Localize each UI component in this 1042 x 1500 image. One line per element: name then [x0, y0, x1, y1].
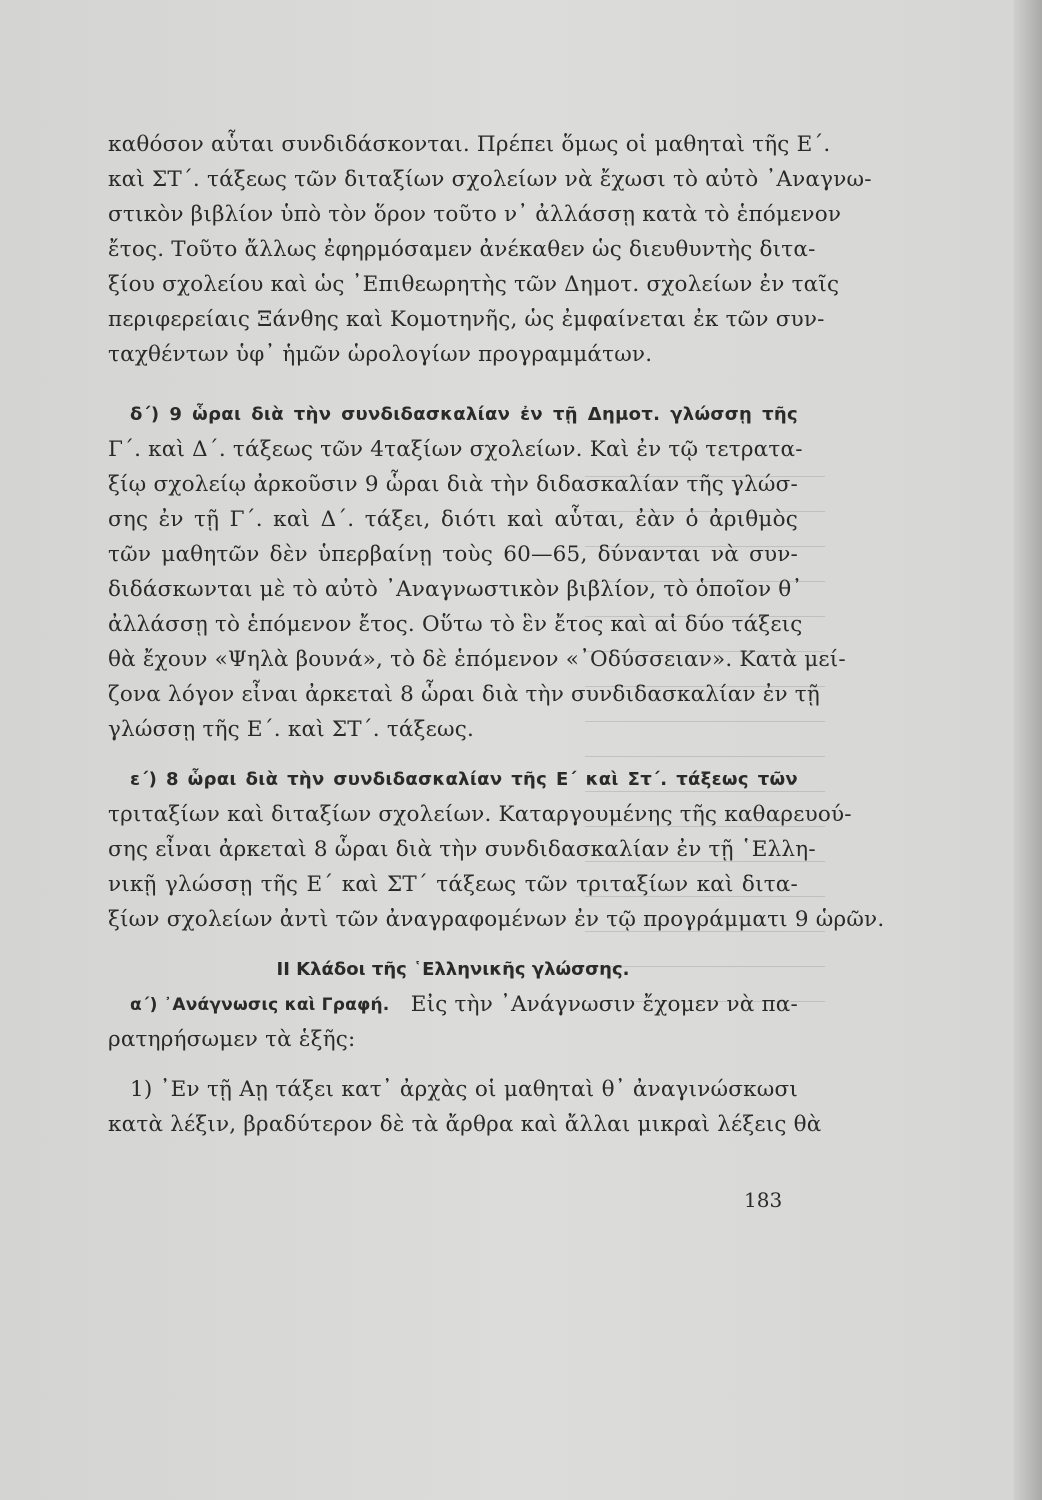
- text-line: στικὸν βιβλίον ὑπὸ τὸν ὅρον τοῦτο ν᾿ ἀλλάσσῃ κατὰ τὸ ἑπόμενον: [108, 202, 842, 227]
- text-line: κατὰ λέξιν, βραδύτερον δὲ τὰ ἄρθρα καὶ ἄλλαι μικραὶ λέξεις θὰ: [108, 1112, 822, 1137]
- text-line: ξίου σχολείου καὶ ὡς ᾿Επιθεωρητὴς τῶν Δημοτ. σχολείων ἐν ταῖς: [108, 272, 840, 297]
- text-line: σης εἶναι ἀρκεταὶ 8 ὧραι διὰ τὴν συνδιδασκαλίαν ἐν τῇ ῾Ελλη-: [108, 837, 816, 862]
- section-a-text: Εἰς τὴν ᾿Ανάγνωσιν ἔχομεν νὰ πα-: [410, 992, 798, 1017]
- text-line: γλώσσῃ τῆς Ε΄. καὶ ΣΤ΄. τάξεως.: [108, 717, 475, 742]
- section-heading: ΙΙ Κλάδοι τῆς ῾Ελληνικῆς γλώσσης.: [276, 959, 630, 980]
- text-line: καὶ ΣΤ΄. τάξεως τῶν διταξίων σχολείων νὰ ἔχωσι τὸ αὐτὸ ᾿Αναγνω-: [108, 167, 872, 192]
- book-spine-shadow: [1014, 0, 1042, 1500]
- text-line: ἔτος. Τοῦτο ἄλλως ἐφηρμόσαμεν ἀνέκαθεν ὡς διευθυντὴς διτα-: [108, 237, 816, 262]
- text-line: τῶν μαθητῶν δὲν ὑπερβαίνῃ τοὺς 60—65, δύνανται νὰ συν-: [108, 542, 798, 567]
- text-line: διδάσκωνται μὲ τὸ αὐτὸ ᾿Αναγνωστικὸν βιβλίον, τὸ ὁποῖον θ᾿: [108, 577, 803, 602]
- text-line: ρατηρήσωμεν τὰ ἑξῆς:: [108, 1027, 356, 1052]
- section-a-label: α΄) ᾿Ανάγνωσις καὶ Γραφή.: [130, 995, 390, 1015]
- text-line: θὰ ἔχουν «Ψηλὰ βουνά», τὸ δὲ ἑπόμενον «᾿Οδύσσειαν». Κατὰ μεί-: [108, 647, 846, 672]
- section-e-heading: ε΄) 8 ὧραι διὰ τὴν συνδιδασκαλίαν τῆς Ε΄ καὶ Στ΄. τάξεως τῶν: [130, 769, 798, 790]
- text-line: περιφερείαις Ξάνθης καὶ Κομοτηνῆς, ὡς ἐμφαίνεται ἐκ τῶν συν-: [108, 307, 825, 332]
- text-line: ταχθέντων ὑφ᾿ ἡμῶν ὡρολογίων προγραμμάτων.: [108, 342, 653, 367]
- section-d-heading: δ΄) 9 ὧραι διὰ τὴν συνδιδασκαλίαν ἐν τῇ Δημοτ. γλώσσῃ τῆς: [130, 404, 798, 425]
- text-line: ξίῳ σχολείῳ ἀρκοῦσιν 9 ὧραι διὰ τὴν διδασκαλίαν τῆς γλώσ-: [108, 472, 798, 497]
- section-d-line: Γ΄. καὶ Δ΄. τάξεως τῶν 4ταξίων σχολείων. Καὶ ἐν τῷ τετρατα-: [108, 437, 803, 462]
- section-a-first-line: [130, 990, 798, 1020]
- page-number: 183: [744, 1188, 783, 1212]
- text-line: καθόσον αὗται συνδιδάσκονται. Πρέπει ὅμως οἱ μαθηταὶ τῆς Ε΄.: [108, 132, 831, 157]
- text-line: ζονα λόγον εἶναι ἀρκεταὶ 8 ὧραι διὰ τὴν συνδιδασκαλίαν ἐν τῇ: [108, 682, 820, 707]
- text-line: 1) ᾿Εν τῇ Αῃ τάξει κατ᾿ ἀρχὰς οἱ μαθηταὶ θ᾿ ἀναγινώσκωσι: [130, 1077, 798, 1102]
- text-line: νικῇ γλώσσῃ τῆς Ε΄ καὶ ΣΤ΄ τάξεως τῶν τριταξίων καὶ διτα-: [108, 872, 798, 897]
- text-line: σης ἐν τῇ Γ΄. καὶ Δ΄. τάξει, διότι καὶ αὗται, ἐὰν ὁ ἀριθμὸς: [108, 507, 798, 532]
- text-line: ξίων σχολείων ἀντὶ τῶν ἀναγραφομένων ἐν τῷ προγράμματι 9 ὡρῶν.: [108, 907, 885, 932]
- section-e-line: τριταξίων καὶ διταξίων σχολείων. Καταργουμένης τῆς καθαρευού-: [108, 802, 852, 827]
- text-line: ἀλλάσσῃ τὸ ἑπόμενον ἔτος. Οὕτω τὸ ἓν ἔτος καὶ αἱ δύο τάξεις: [108, 612, 803, 637]
